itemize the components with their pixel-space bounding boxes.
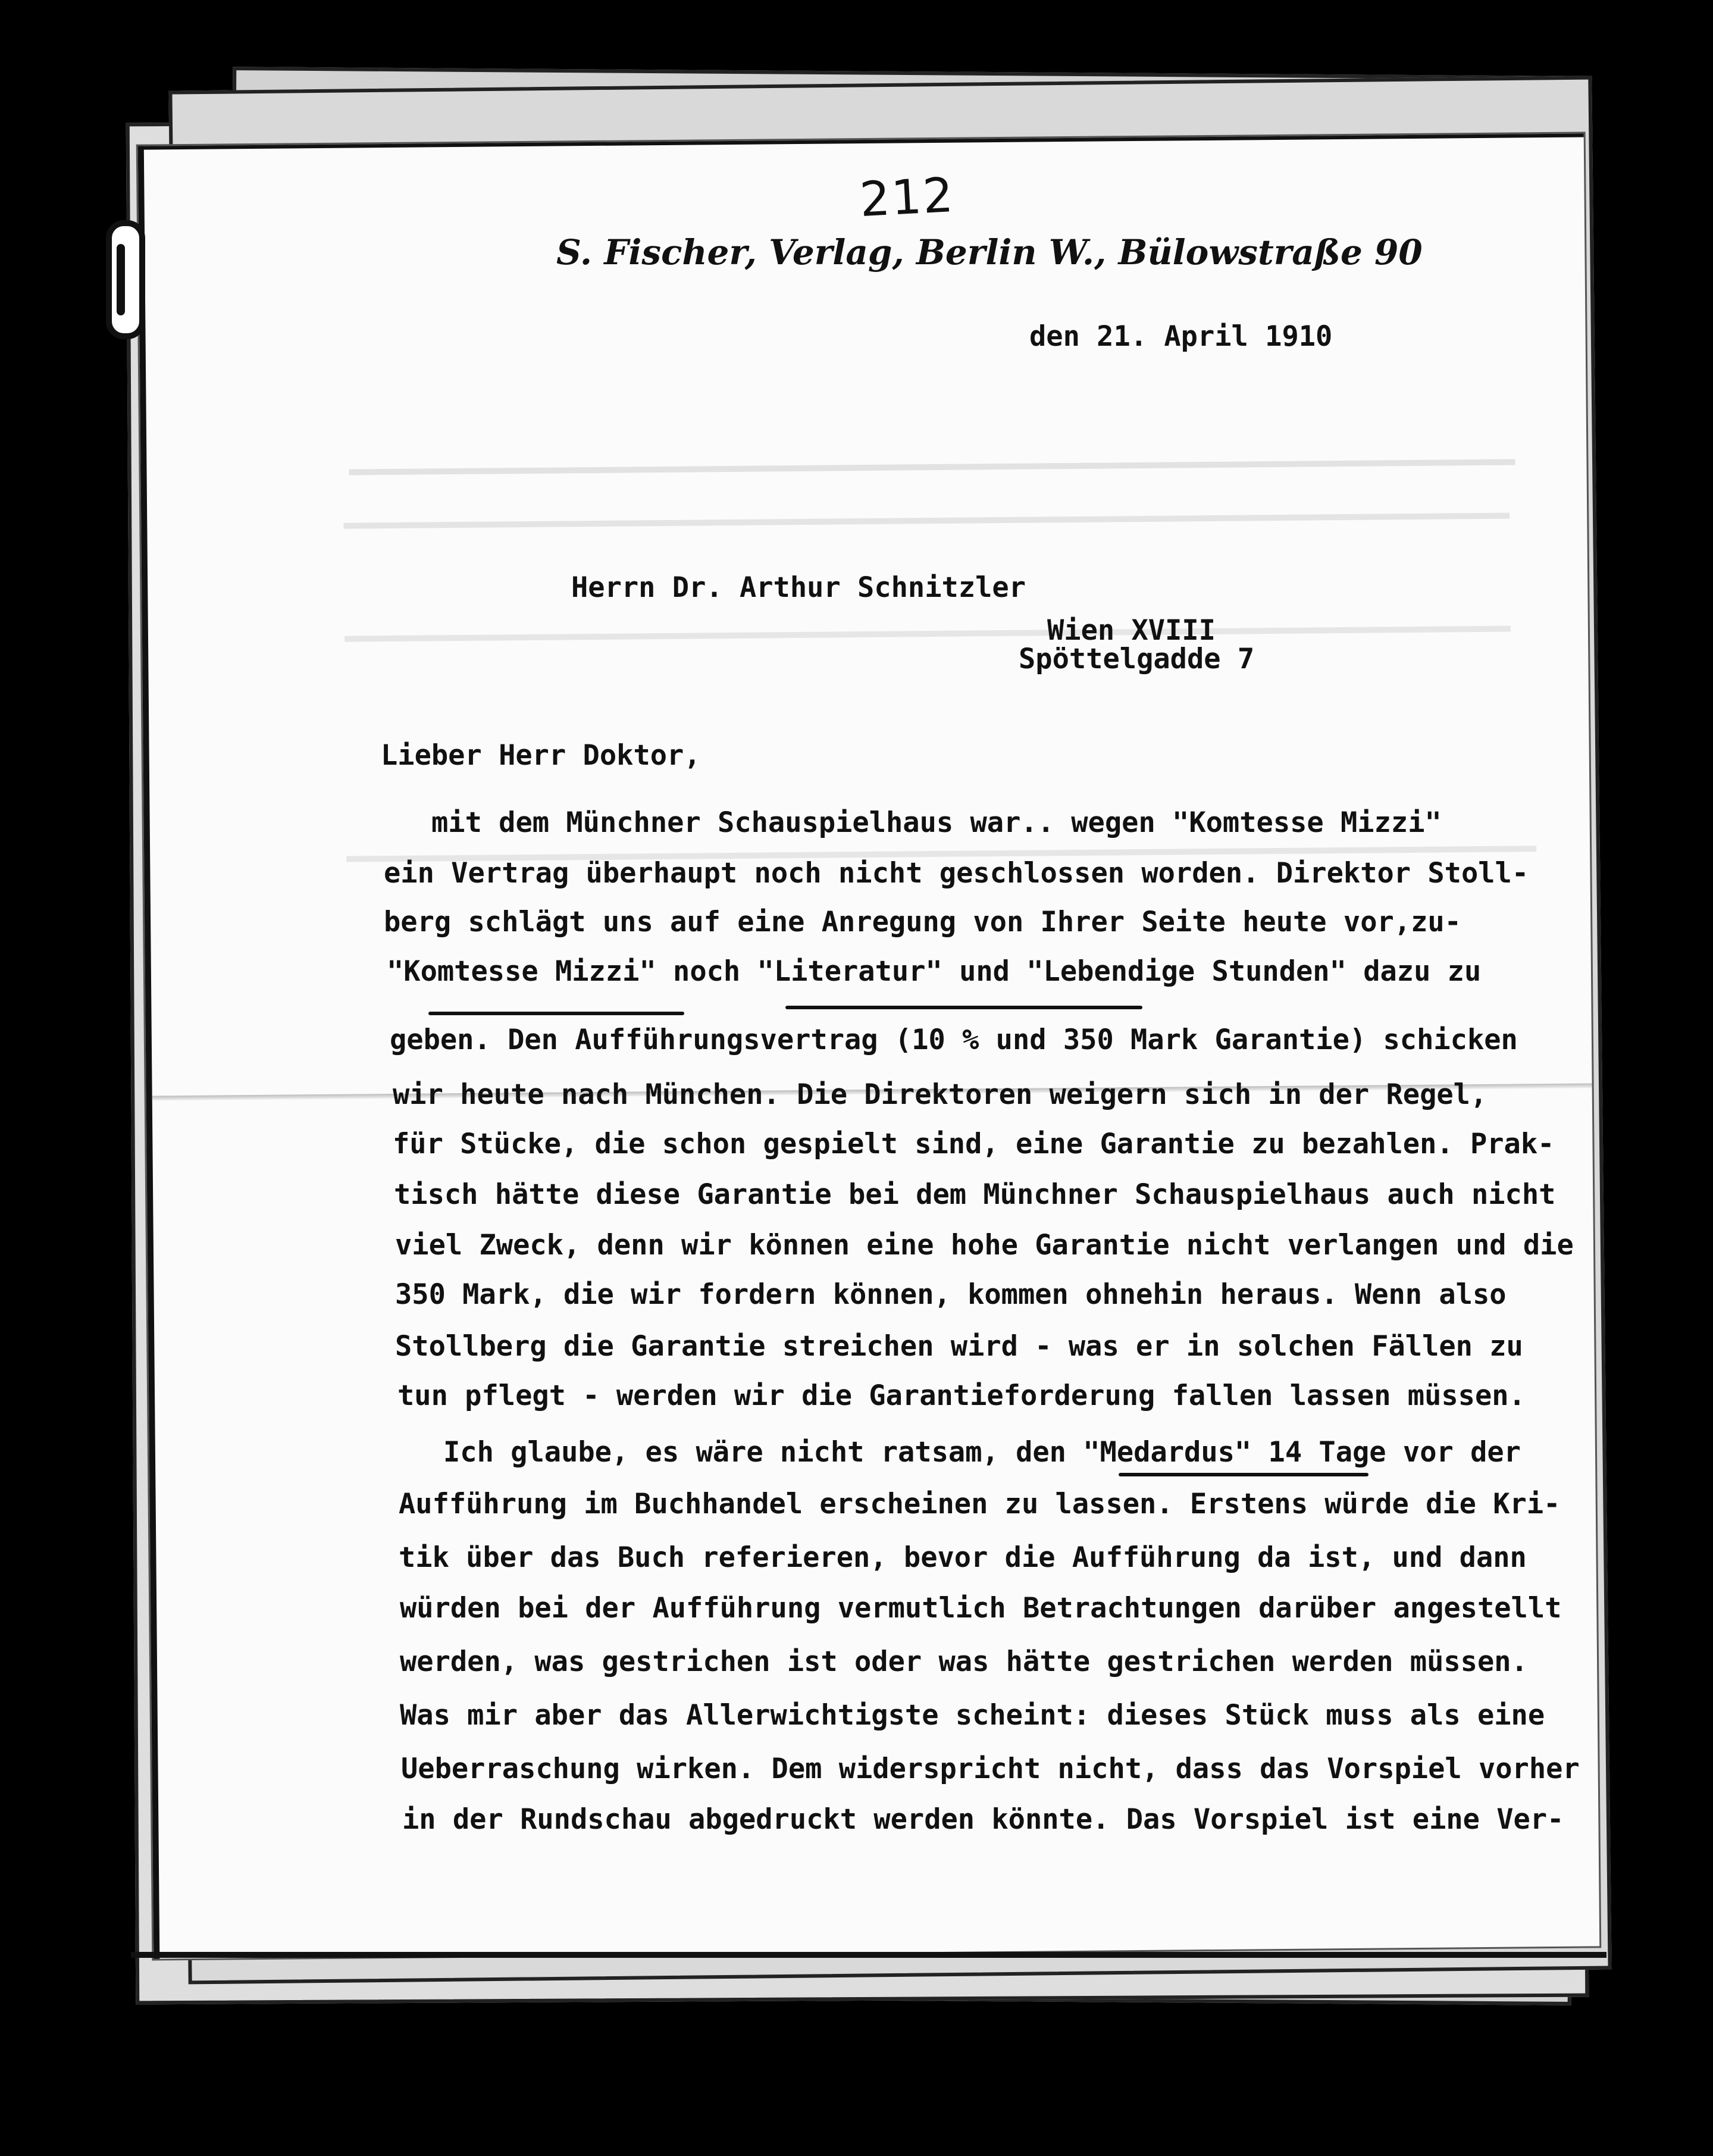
body-line: tik über das Buch referieren, bevor die Aufführung da ist, und dann — [399, 1541, 1527, 1574]
letter-date: den 21. April 1910 — [1029, 320, 1333, 353]
folio-number: 212 — [858, 167, 956, 228]
body-line: Ueberraschung wirken. Dem widerspricht nicht, dass das Vorspiel vorher — [401, 1753, 1580, 1785]
body-line: wir heute nach München. Die Direktoren weigern sich in der Regel, — [393, 1078, 1487, 1111]
body-line: Was mir aber das Allerwichtigste scheint: dieses Stück muss als eine — [400, 1699, 1545, 1732]
paper-clip-icon — [106, 220, 145, 339]
body-line: 350 Mark, die wir fordern können, kommen ohnehin heraus. Wenn also — [395, 1278, 1507, 1311]
body-line: Stollberg die Garantie streichen wird - was er in solchen Fällen zu — [395, 1330, 1523, 1363]
handwritten-underline — [428, 1012, 684, 1015]
body-line: Ich glaube, es wäre nicht ratsam, den "Medardus" 14 Tage vor der — [443, 1436, 1521, 1469]
handwritten-underline — [1119, 1473, 1368, 1476]
body-line: tisch hätte diese Garantie bei dem Münchner Schauspielhaus auch nicht — [394, 1178, 1556, 1211]
body-line: in der Rundschau abgedruckt werden könnte. Das Vorspiel ist eine Ver- — [402, 1803, 1564, 1836]
body-line: viel Zweck, denn wir können eine hohe Garantie nicht verlangen und die — [395, 1229, 1574, 1262]
body-line: ein Vertrag überhaupt noch nicht geschlossen worden. Direktor Stoll- — [384, 857, 1529, 890]
body-line: tun pflegt - werden wir die Garantieforderung fallen lassen müssen. — [397, 1379, 1526, 1412]
body-line: "Komtesse Mizzi" noch "Literatur" und "Lebendige Stunden" dazu zu — [387, 955, 1482, 988]
body-line: geben. Den Aufführungsvertrag (10 % und 350 Mark Garantie) schicken — [390, 1024, 1518, 1056]
recipient-name: Herrn Dr. Arthur Schnitzler — [571, 571, 1026, 604]
paper-clip-icon — [117, 244, 125, 315]
handwritten-underline — [785, 1006, 1142, 1009]
body-line: mit dem Münchner Schauspielhaus war.. wegen "Komtesse Mizzi" — [431, 806, 1442, 839]
recipient-street: Spöttelgadde 7 — [1019, 643, 1255, 675]
page-edge — [131, 1952, 1606, 1958]
body-line: Aufführung im Buchhandel erscheinen zu lassen. Erstens würde die Kri- — [399, 1488, 1561, 1520]
salutation: Lieber Herr Doktor, — [381, 739, 701, 772]
recipient-city: Wien XVIII — [1047, 614, 1216, 647]
body-line: werden, was gestrichen ist oder was hätte gestrichen werden müssen. — [400, 1645, 1528, 1678]
body-line: würden bei der Aufführung vermutlich Betrachtungen darüber angestellt — [400, 1592, 1562, 1625]
body-line: berg schlägt uns auf eine Anregung von Ihrer Seite heute vor,zu- — [384, 906, 1461, 938]
body-line: für Stücke, die schon gespielt sind, eine Garantie zu bezahlen. Prak- — [393, 1128, 1555, 1160]
letterhead: S. Fischer, Verlag, Berlin W., Bülowstraße 90 — [556, 232, 1423, 273]
